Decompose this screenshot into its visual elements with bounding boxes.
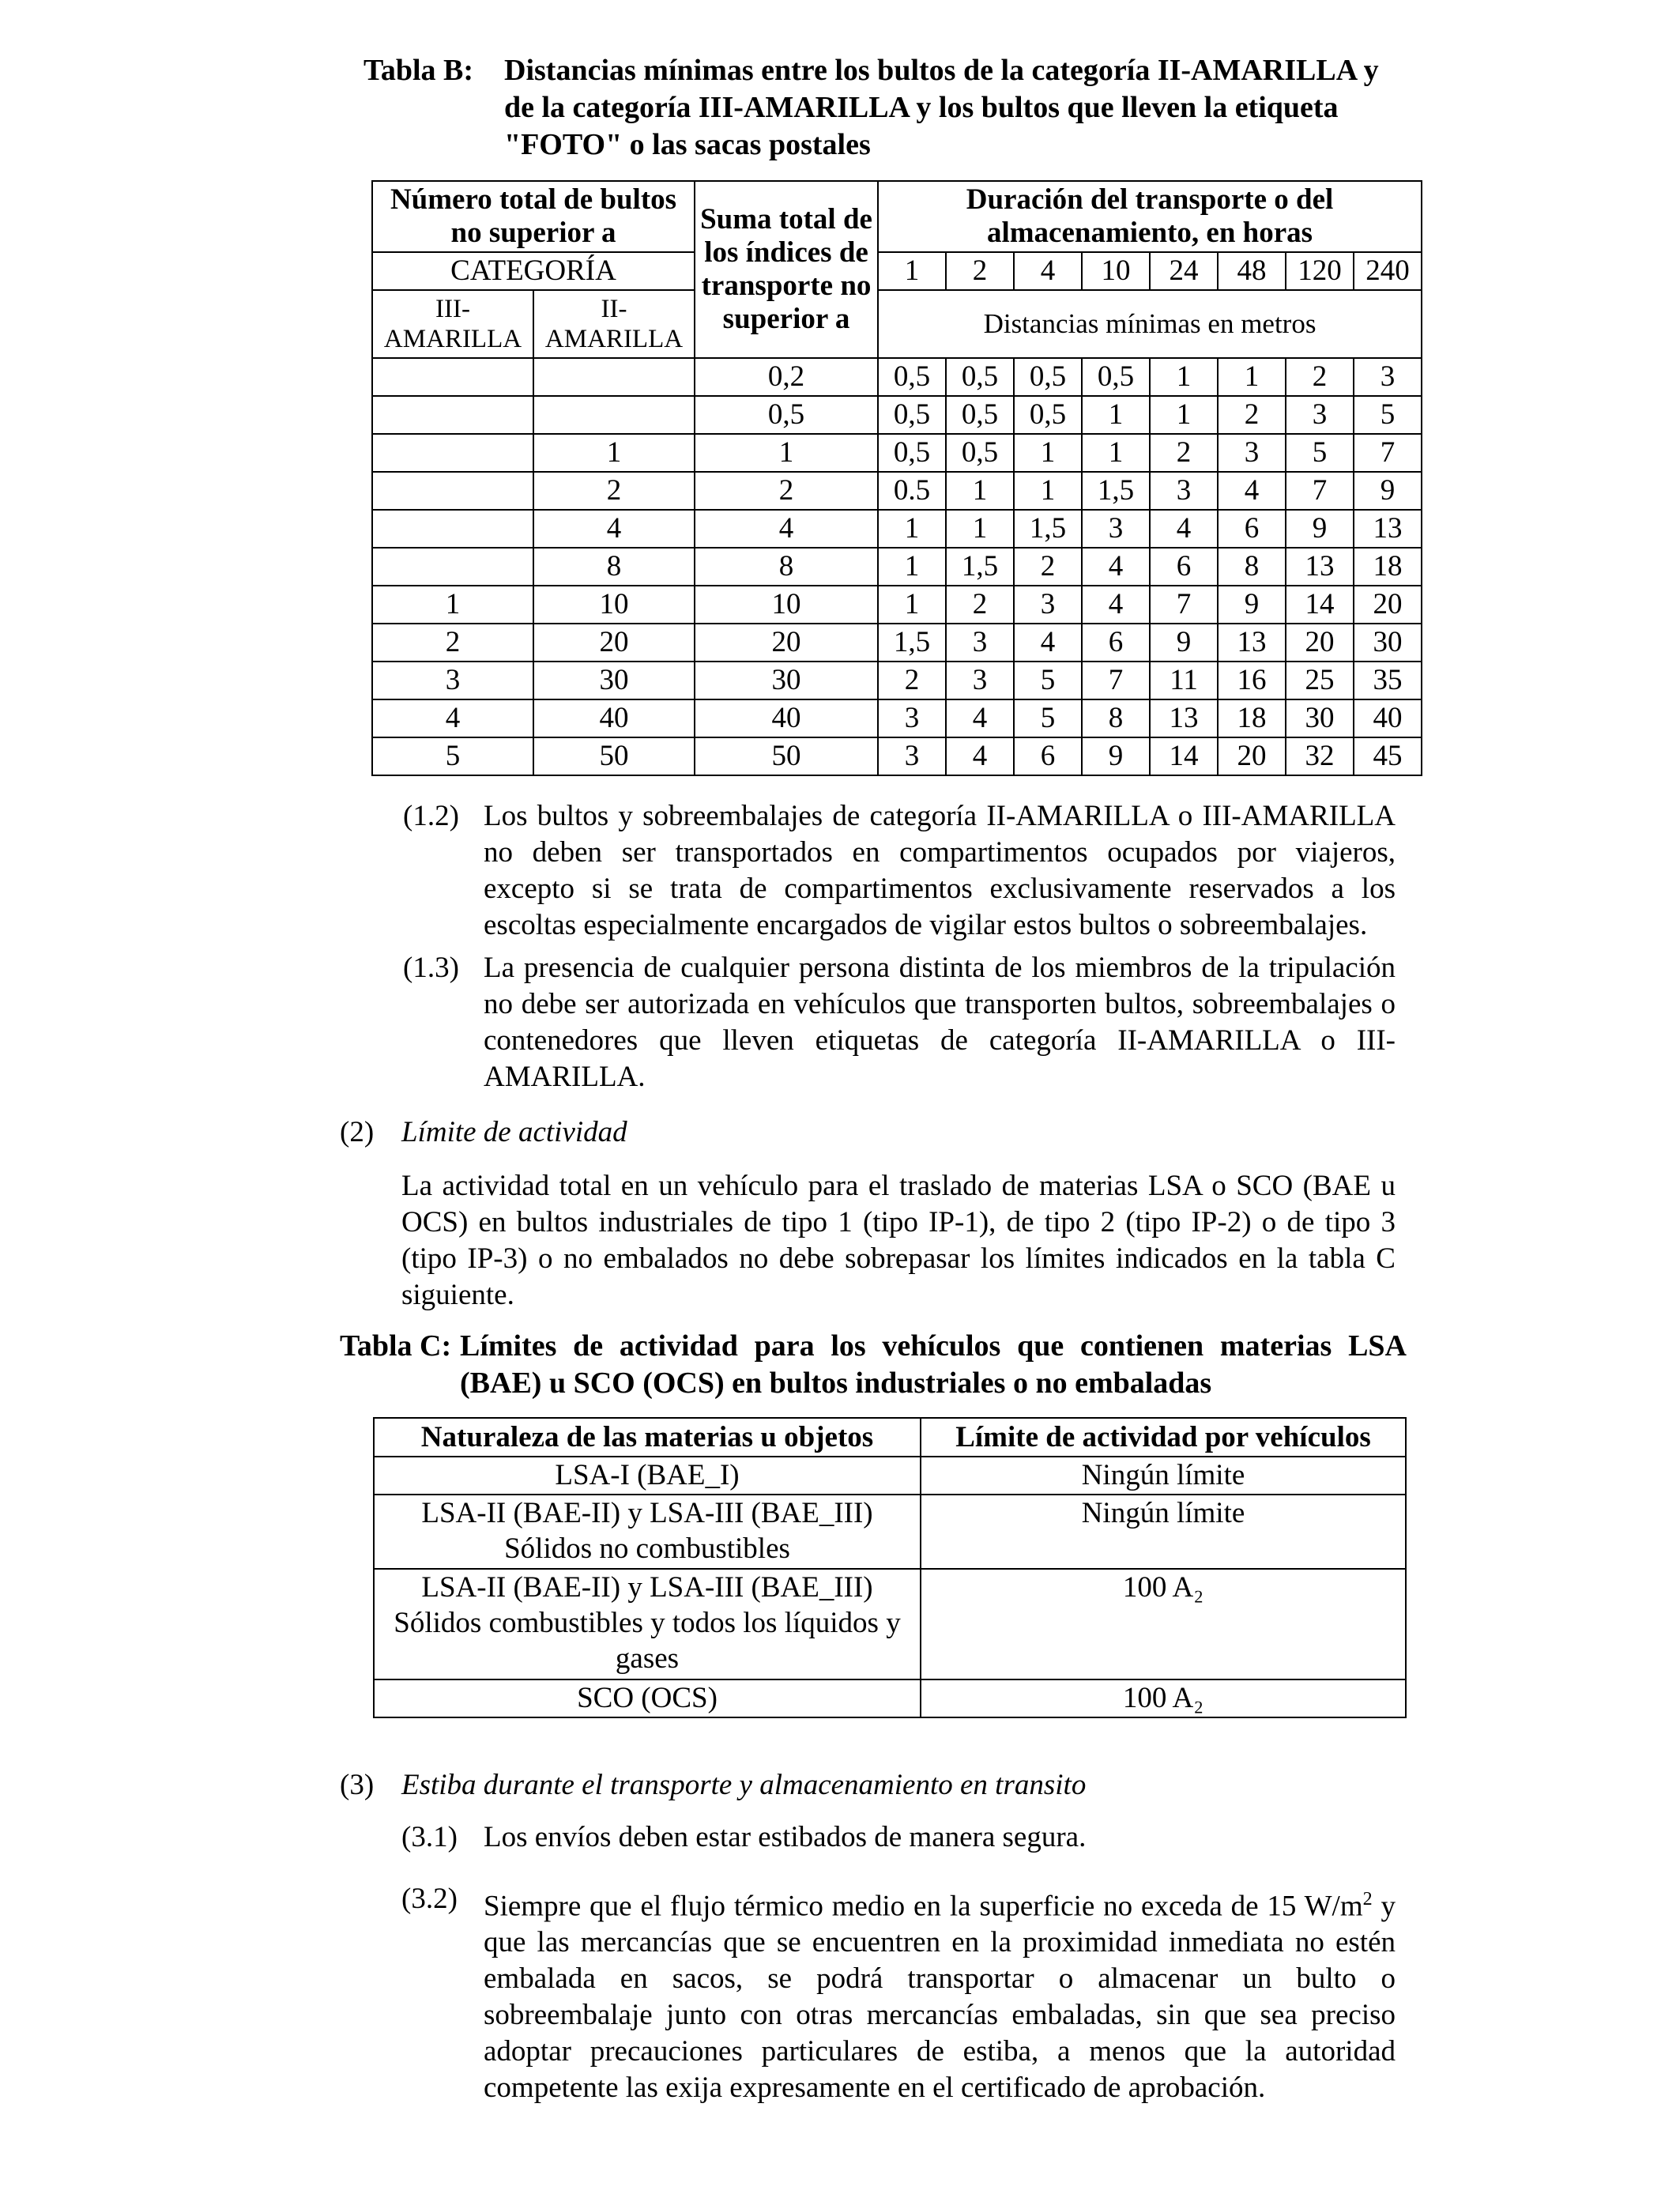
table-cell: 0,5 <box>1014 358 1082 396</box>
table-cell: 6 <box>1150 548 1218 586</box>
table-cell: 40 <box>533 699 695 737</box>
table-cell <box>372 396 533 434</box>
para-3-2 <box>484 1881 1396 2106</box>
table-cell: 20 <box>533 624 695 662</box>
para-3-2-sup: 2 <box>1362 1889 1373 1909</box>
table-cell: 30 <box>1354 624 1422 662</box>
material-cell: LSA-II (BAE-II) y LSA-III (BAE_III) Sólidos combustibles y todos los líquidos y gases <box>374 1569 921 1679</box>
section-2-text: La actividad total en un vehículo para el traslado de materias LSA o SCO (BAE u OCS) en bultos industriales de tipo 1 (tipo IP-1), de tipo 2 (tipo IP-2) o de tipo 3 (tipo IP-3) o no embalados no debe sobrepasar los límites indicados en la tabla C siguiente. <box>401 1170 1396 1311</box>
table-cell: 1,5 <box>1082 472 1150 510</box>
table-cell: 1 <box>946 510 1014 548</box>
table-cell: 3 <box>1354 358 1422 396</box>
table-cell: 20 <box>1218 737 1286 775</box>
table-cell: 1 <box>533 434 695 472</box>
table-cell <box>372 358 533 396</box>
hour-cell: 120 <box>1286 252 1354 290</box>
table-cell: 4 <box>695 510 878 548</box>
table-c-col2-header: Límite de actividad por vehículos <box>921 1418 1406 1457</box>
table-cell: 3 <box>1150 472 1218 510</box>
table-cell: 1,5 <box>946 548 1014 586</box>
table-cell: 0,5 <box>695 396 878 434</box>
table-cell: 40 <box>695 699 878 737</box>
table-cell: 3 <box>878 737 946 775</box>
table-cell: 1 <box>1014 434 1082 472</box>
section-3-title: Estiba durante el transporte y almacenamiento en transito <box>401 1769 1087 1801</box>
para-3-1-number: (3.1) <box>401 1821 458 1853</box>
table-cell: 8 <box>533 548 695 586</box>
table-cell: 5 <box>1286 434 1354 472</box>
table-cell: 5 <box>1014 662 1082 699</box>
table-cell: 7 <box>1150 586 1218 624</box>
table-cell: 3 <box>1082 510 1150 548</box>
table-cell: 0,5 <box>1082 358 1150 396</box>
table-cell: 3 <box>1218 434 1286 472</box>
table-b-label: Tabla B: <box>363 54 474 87</box>
table-cell: 35 <box>1354 662 1422 699</box>
table-cell: 9 <box>1286 510 1354 548</box>
table-cell: 10 <box>533 586 695 624</box>
header-ii-amarilla: II-AMARILLA <box>533 290 695 358</box>
table-cell: 14 <box>1286 586 1354 624</box>
table-cell: 2 <box>878 662 946 699</box>
table-cell: 50 <box>533 737 695 775</box>
table-cell: 4 <box>946 699 1014 737</box>
table-cell: 8 <box>695 548 878 586</box>
table-cell: 0,5 <box>1014 396 1082 434</box>
limit-cell: 100 A₂ <box>921 1679 1406 1717</box>
table-cell: 18 <box>1354 548 1422 586</box>
header-duracion: Duración del transporte o del almacenamiento, en horas <box>878 181 1422 252</box>
hour-cell: 1 <box>878 252 946 290</box>
para-3-2-number: (3.2) <box>401 1883 458 1915</box>
table-c-col1-header: Naturaleza de las materias u objetos <box>374 1418 921 1457</box>
table-cell: 16 <box>1218 662 1286 699</box>
material-cell: LSA-II (BAE-II) y LSA-III (BAE_III) Sólidos no combustibles <box>374 1495 921 1569</box>
table-cell: 0,2 <box>695 358 878 396</box>
table-cell: 25 <box>1286 662 1354 699</box>
table-cell: 50 <box>695 737 878 775</box>
table-c-body <box>374 1457 1406 1717</box>
table-cell: 1 <box>946 472 1014 510</box>
table-b-caption <box>363 52 1407 164</box>
table-cell: 5 <box>1014 699 1082 737</box>
para-1-2-number: (1.2) <box>403 800 459 832</box>
table-cell: 1 <box>1082 434 1150 472</box>
table-cell: 2 <box>533 472 695 510</box>
table-cell: 9 <box>1218 586 1286 624</box>
table-cell <box>372 472 533 510</box>
hour-cell: 48 <box>1218 252 1286 290</box>
table-row <box>372 699 1422 737</box>
table-cell: 6 <box>1014 737 1082 775</box>
table-cell: 1 <box>1218 358 1286 396</box>
table-cell: 8 <box>1218 548 1286 586</box>
limit-cell: 100 A₂ <box>921 1569 1406 1679</box>
header-num-total: Número total de bultos no superior a <box>372 181 695 252</box>
table-row <box>374 1679 1406 1717</box>
table-cell: 0,5 <box>878 396 946 434</box>
table-row <box>372 358 1422 396</box>
header-categoria: CATEGORÍA <box>372 252 695 290</box>
table-cell: 9 <box>1354 472 1422 510</box>
table-cell: 3 <box>372 662 533 699</box>
table-cell <box>372 434 533 472</box>
table-cell: 0,5 <box>946 358 1014 396</box>
hour-cell: 240 <box>1354 252 1422 290</box>
table-cell: 6 <box>1218 510 1286 548</box>
table-cell <box>372 510 533 548</box>
table-cell: 0.5 <box>878 472 946 510</box>
table-cell: 1 <box>1150 396 1218 434</box>
table-cell: 14 <box>1150 737 1218 775</box>
table-b <box>371 180 1422 776</box>
table-cell: 5 <box>1354 396 1422 434</box>
table-cell: 5 <box>372 737 533 775</box>
table-c <box>373 1417 1407 1718</box>
table-cell: 18 <box>1218 699 1286 737</box>
table-row <box>372 396 1422 434</box>
hour-cell: 10 <box>1082 252 1150 290</box>
para-1-3-number: (1.3) <box>403 952 459 984</box>
table-cell: 13 <box>1286 548 1354 586</box>
table-cell: 8 <box>1082 699 1150 737</box>
table-row <box>372 434 1422 472</box>
table-cell: 4 <box>1218 472 1286 510</box>
para-1-2: Los bultos y sobreembalajes de categoría II-AMARILLA o III-AMARILLA no deben ser transportados en compartimentos ocupados por viajeros, excepto si se trata de compartimentos exclusivamente reservados a los escoltas especialmente encargados de vigilar estos bultos o sobreembalajes. <box>484 800 1396 941</box>
table-row <box>372 586 1422 624</box>
table-cell: 9 <box>1082 737 1150 775</box>
table-cell: 40 <box>1354 699 1422 737</box>
table-cell: 4 <box>533 510 695 548</box>
table-cell: 7 <box>1286 472 1354 510</box>
table-cell: 2 <box>1014 548 1082 586</box>
table-cell: 1,5 <box>1014 510 1082 548</box>
para-3-2-text-a: Siempre que el flujo térmico medio en la superficie no exceda de 15 W/m <box>484 1890 1363 1923</box>
table-cell: 0,5 <box>946 396 1014 434</box>
table-cell: 0,5 <box>878 434 946 472</box>
table-cell: 1 <box>372 586 533 624</box>
material-cell: LSA-I (BAE_I) <box>374 1457 921 1495</box>
table-cell: 2 <box>946 586 1014 624</box>
table-row <box>372 737 1422 775</box>
table-cell: 45 <box>1354 737 1422 775</box>
para-3-2-text-b: y que las mercancías que se encuentren en la proximidad inmediata no estén embalada en sacos, se podrá transportar o almacenar un bulto o sobreembalaje junto con otras mercancías embaladas, sin que sea preciso adoptar precauciones particulares de estiba, a menos que la autoridad competente las exija expresamente en el certificado de aprobación. <box>484 1890 1396 2105</box>
header-distancias: Distancias mínimas en metros <box>878 290 1422 358</box>
hour-cell: 24 <box>1150 252 1218 290</box>
table-cell: 1 <box>878 510 946 548</box>
hour-cell: 2 <box>946 252 1014 290</box>
table-cell: 4 <box>1014 624 1082 662</box>
table-cell: 9 <box>1150 624 1218 662</box>
table-cell: 2 <box>1286 358 1354 396</box>
table-cell: 7 <box>1354 434 1422 472</box>
table-cell: 4 <box>1082 586 1150 624</box>
table-row <box>372 472 1422 510</box>
table-cell: 20 <box>695 624 878 662</box>
table-cell: 7 <box>1082 662 1150 699</box>
table-cell <box>533 358 695 396</box>
material-cell: SCO (OCS) <box>374 1679 921 1717</box>
table-row <box>374 1457 1406 1495</box>
table-cell: 1 <box>695 434 878 472</box>
table-cell: 20 <box>1354 586 1422 624</box>
table-row <box>372 662 1422 699</box>
table-cell: 13 <box>1150 699 1218 737</box>
header-iii-amarilla: III-AMARILLA <box>372 290 533 358</box>
table-cell: 30 <box>1286 699 1354 737</box>
table-c-title <box>460 1328 1407 1402</box>
table-cell: 13 <box>1354 510 1422 548</box>
table-cell: 3 <box>878 699 946 737</box>
header-suma-total: Suma total de los índices de transporte no superior a <box>695 181 878 358</box>
table-cell: 2 <box>695 472 878 510</box>
table-cell: 0,5 <box>946 434 1014 472</box>
table-cell: 1 <box>878 548 946 586</box>
hour-cell: 4 <box>1014 252 1082 290</box>
table-b-title: Distancias mínimas entre los bultos de la categoría II-AMARILLA y de la categoría III-AMARILLA y los bultos que lleven la etiqueta "FOTO" o las sacas postales <box>504 54 1379 161</box>
table-c-title-text: Límites de actividad para los vehículos que contienen materias LSA (BAE) u SCO (OCS) en bultos industriales o no embaladas <box>460 1329 1407 1400</box>
table-cell: 2 <box>1218 396 1286 434</box>
table-cell: 1 <box>1014 472 1082 510</box>
table-cell: 1 <box>1150 358 1218 396</box>
table-cell: 6 <box>1082 624 1150 662</box>
table-cell: 1 <box>878 586 946 624</box>
table-cell: 4 <box>372 699 533 737</box>
table-cell: 3 <box>1014 586 1082 624</box>
table-cell: 0,5 <box>878 358 946 396</box>
table-cell: 4 <box>1150 510 1218 548</box>
table-cell: 3 <box>946 624 1014 662</box>
section-2-number: (2) <box>340 1116 375 1148</box>
table-row <box>374 1569 1406 1679</box>
table-cell <box>533 396 695 434</box>
table-cell: 3 <box>1286 396 1354 434</box>
table-cell: 1 <box>1082 396 1150 434</box>
table-cell: 3 <box>946 662 1014 699</box>
table-cell: 13 <box>1218 624 1286 662</box>
section-2-title: Límite de actividad <box>401 1116 627 1148</box>
table-row <box>372 548 1422 586</box>
table-cell: 10 <box>695 586 878 624</box>
table-cell: 2 <box>1150 434 1218 472</box>
table-c-label: Tabla C: <box>340 1329 452 1363</box>
table-cell: 32 <box>1286 737 1354 775</box>
table-row <box>372 510 1422 548</box>
table-row <box>372 624 1422 662</box>
table-b-body <box>372 358 1422 775</box>
section-3-number: (3) <box>340 1769 375 1801</box>
table-cell: 4 <box>1082 548 1150 586</box>
table-row <box>374 1495 1406 1569</box>
table-cell: 30 <box>533 662 695 699</box>
limit-cell: Ningún límite <box>921 1457 1406 1495</box>
table-cell: 4 <box>946 737 1014 775</box>
para-3-1: Los envíos deben estar estibados de manera segura. <box>484 1821 1087 1853</box>
limit-cell: Ningún límite <box>921 1495 1406 1569</box>
table-cell: 2 <box>372 624 533 662</box>
para-1-3: La presencia de cualquier persona distinta de los miembros de la tripulación no debe ser autorizada en vehículos que transporten bultos, sobreembalajes o contenedores que lleven etiquetas de categoría II-AMARILLA o III-AMARILLA. <box>484 952 1396 1093</box>
table-cell: 20 <box>1286 624 1354 662</box>
table-cell: 11 <box>1150 662 1218 699</box>
table-cell <box>372 548 533 586</box>
table-cell: 30 <box>695 662 878 699</box>
table-c-caption <box>340 1328 1407 1402</box>
table-cell: 1,5 <box>878 624 946 662</box>
